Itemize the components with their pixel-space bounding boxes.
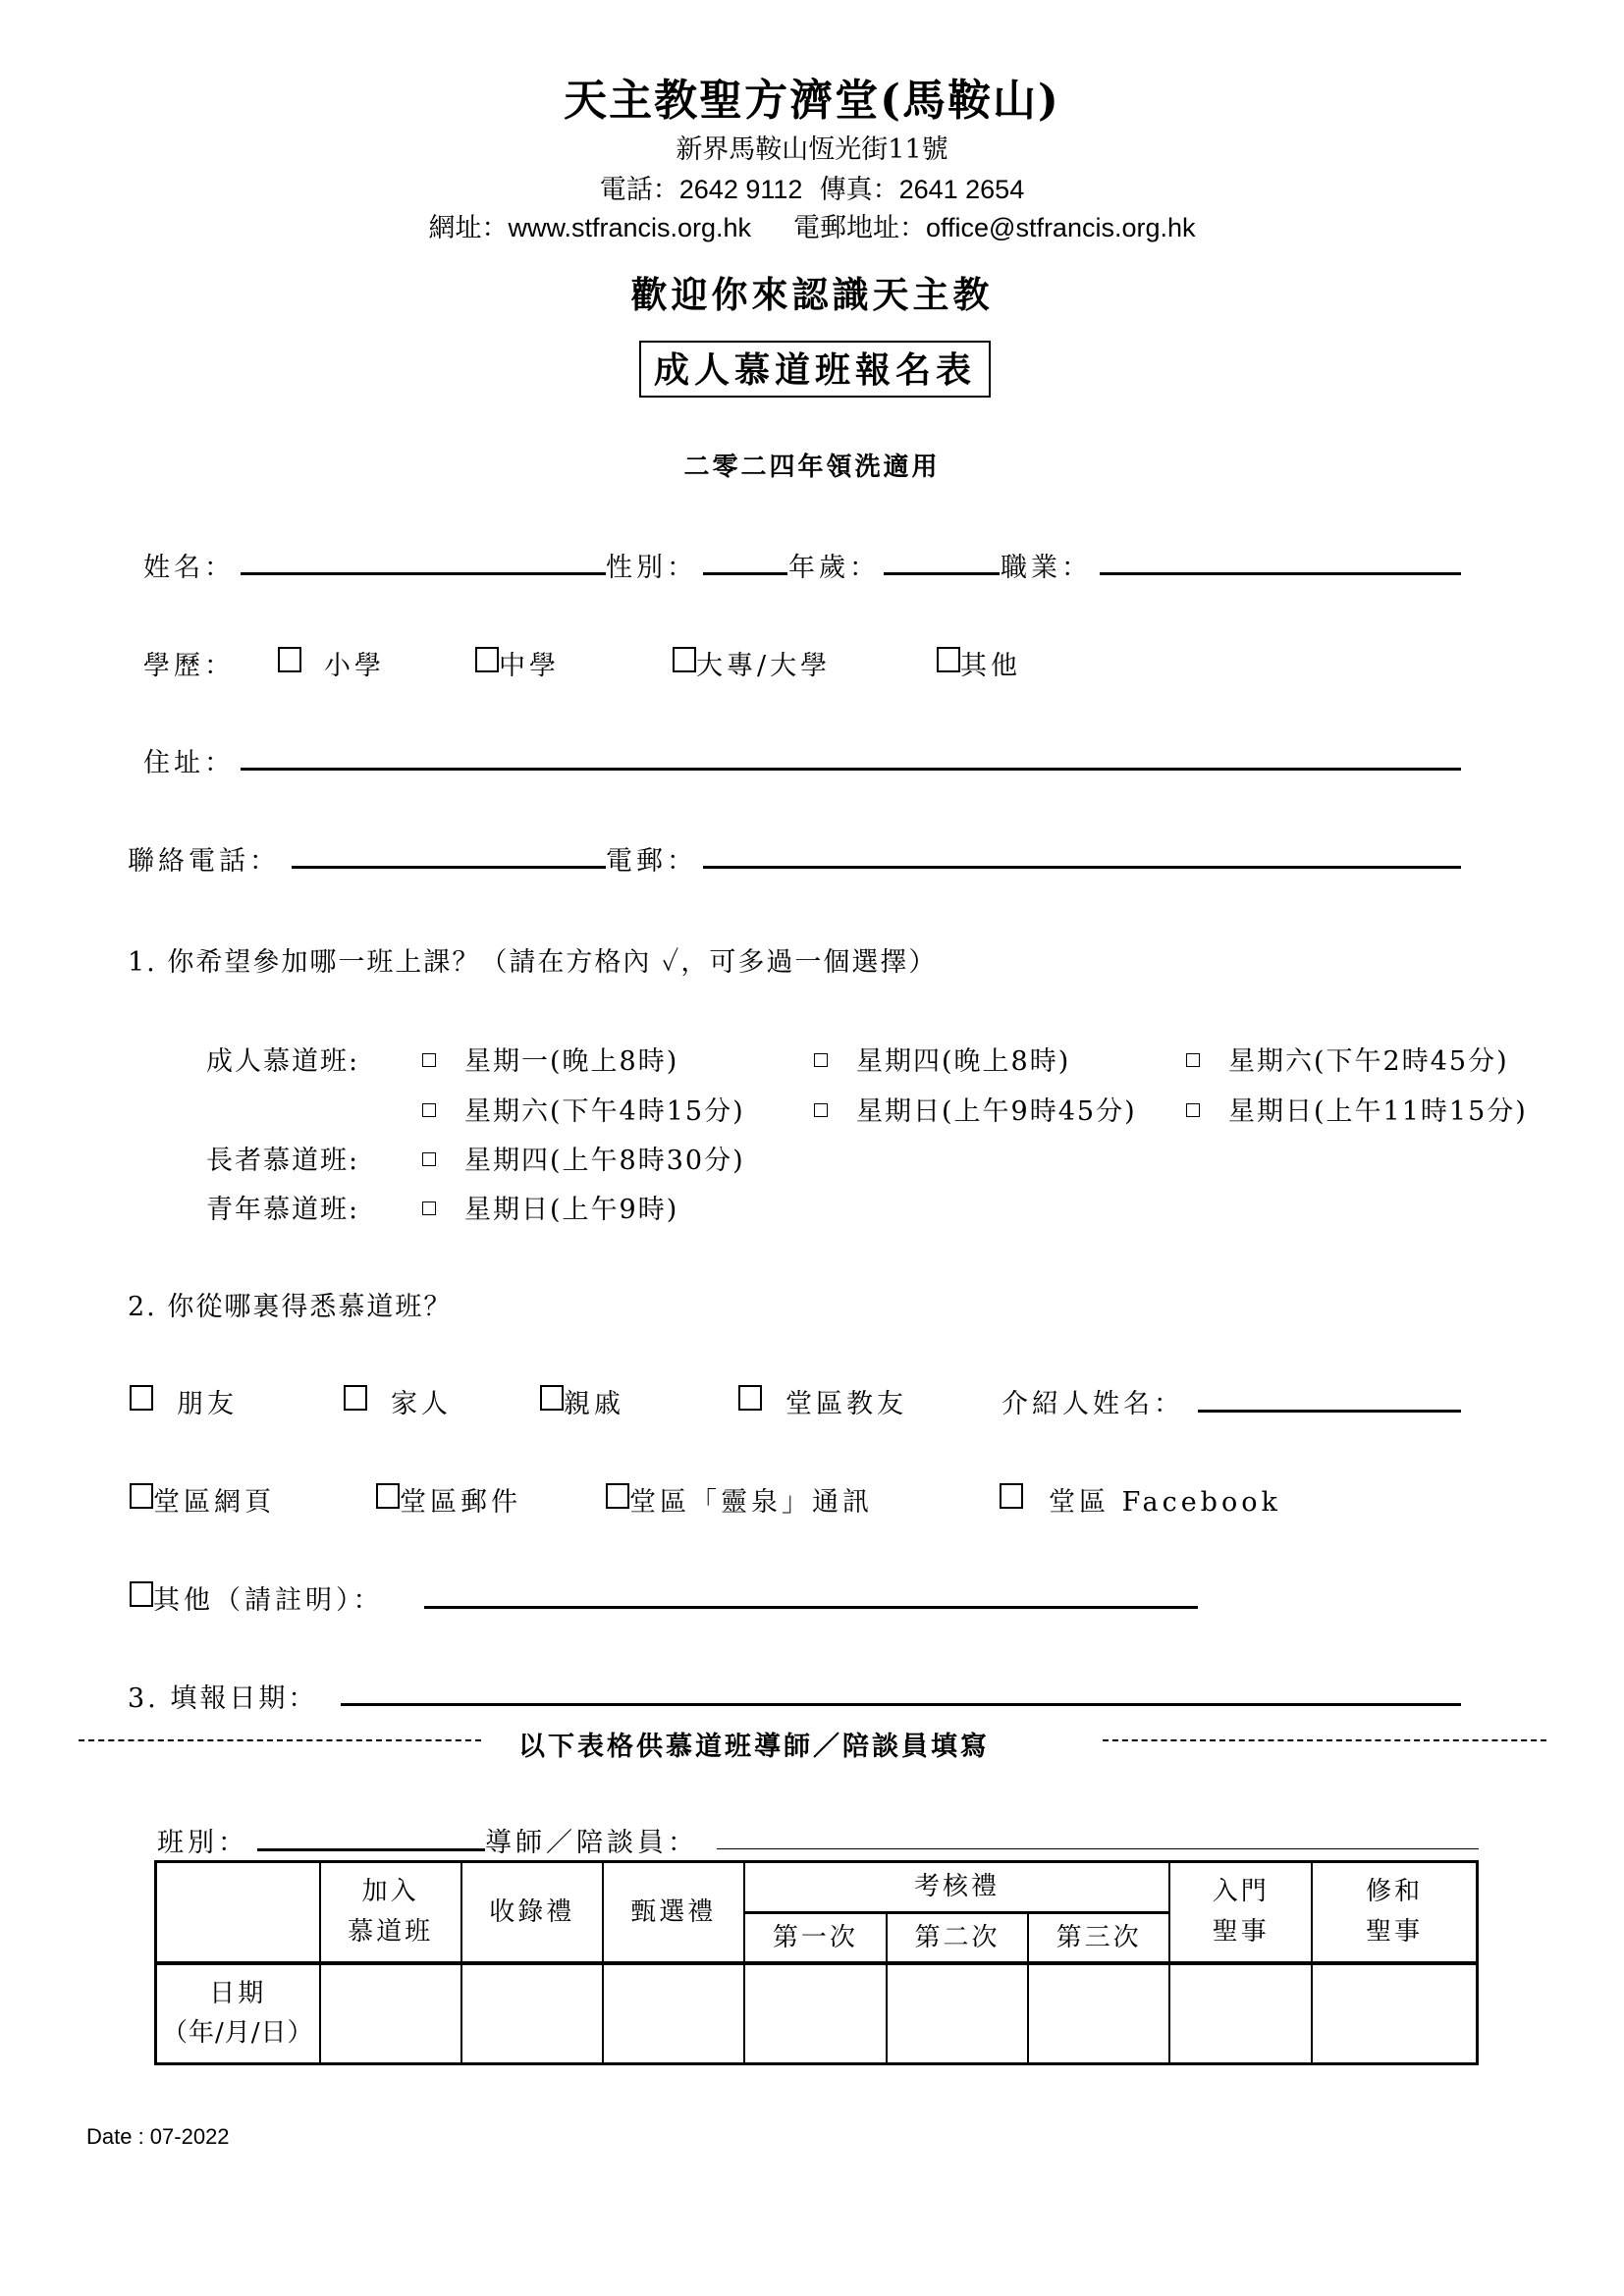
header-scrutiny-2: 第二次: [887, 1913, 1028, 1963]
q1-elderly-thu-checkbox[interactable]: [422, 1152, 436, 1166]
q1-question: 1. 你希望參加哪一班上課？（請在方格內 ✓，可多過一個選擇）: [128, 947, 938, 978]
q1-adult-sun-945-checkbox[interactable]: [814, 1103, 828, 1117]
date-cell-scrutiny-3[interactable]: [1028, 1963, 1169, 2064]
form-subtitle: 二零二四年領洗適用: [683, 453, 941, 482]
q2-website-label: 堂區網頁: [153, 1487, 275, 1518]
header-join-l1: 加入: [361, 1877, 419, 1907]
gender-label: 性別：: [606, 553, 697, 583]
q2-parishioner-label: 堂區教友: [785, 1389, 907, 1419]
website-label: 網址：: [428, 213, 509, 243]
date-cell-join[interactable]: [320, 1963, 461, 2064]
q1-adult-class-label: 成人慕道班:: [206, 1046, 360, 1077]
q2-parish-mail-label: 堂區郵件: [400, 1487, 521, 1518]
q2-other-label: 其他（請註明）：: [153, 1585, 384, 1616]
q3-label: 3. 填報日期：: [128, 1683, 318, 1714]
email-link[interactable]: office@stfrancis.org.hk: [925, 213, 1196, 242]
education-tertiary-label: 大專/大學: [696, 651, 832, 681]
staff-record-table: [154, 1860, 1479, 2065]
q2-referrer-field[interactable]: [1198, 1410, 1461, 1413]
website-link[interactable]: www.stfrancis.org.hk: [508, 213, 752, 242]
divider-right: [1103, 1739, 1546, 1741]
row-label-l2: （年/月/日）: [162, 2018, 314, 2049]
gender-field[interactable]: [703, 572, 787, 575]
q2-parishioner-checkbox[interactable]: [738, 1385, 762, 1411]
phone-number: 2642 9112: [678, 175, 803, 204]
q1-adult-sat-415-checkbox[interactable]: [422, 1103, 436, 1117]
fax-number: 2641 2654: [898, 175, 1025, 204]
footer-date: Date : 07-2022: [86, 2124, 230, 2149]
q1-adult-sun-1115-label: 星期日(上午11時15分): [1228, 1096, 1528, 1127]
q1-youth-sun-checkbox[interactable]: [422, 1201, 436, 1215]
q1-adult-mon-label: 星期一(晚上8時): [464, 1046, 679, 1077]
education-other-checkbox[interactable]: [937, 647, 960, 672]
church-address: 新界馬鞍山恆光街11號: [676, 134, 948, 165]
header-join-l2: 慕道班: [348, 1916, 434, 1947]
header-scrutiny-3: 第三次: [1028, 1913, 1169, 1963]
education-primary-checkbox[interactable]: [278, 647, 301, 672]
header-initiation-l1: 入門: [1212, 1877, 1270, 1907]
web-email-line: [0, 206, 1624, 244]
phone-label: 電話：: [599, 175, 679, 205]
staff-section-heading: 以下表格供慕道班導師／陪談員填寫: [518, 1732, 990, 1762]
occupation-label: 職業：: [1001, 553, 1092, 583]
date-cell-scrutiny-2[interactable]: [887, 1963, 1028, 2064]
welcome-heading: 歡迎你來認識天主教: [630, 273, 994, 316]
education-tertiary-checkbox[interactable]: [673, 647, 696, 672]
q1-adult-sun-1115-checkbox[interactable]: [1186, 1103, 1200, 1117]
q1-adult-mon-checkbox[interactable]: [422, 1053, 436, 1067]
church-name: 天主教聖方濟堂(馬鞍山): [564, 76, 1060, 126]
q2-family-label: 家人: [391, 1389, 452, 1419]
q2-facebook-label: 堂區 Facebook: [1049, 1487, 1281, 1518]
q2-newsletter-checkbox[interactable]: [606, 1483, 629, 1509]
q2-newsletter-label: 堂區「靈泉」通訊: [629, 1487, 873, 1518]
class-field[interactable]: [257, 1848, 485, 1851]
header-scrutiny-1: 第一次: [744, 1913, 887, 1963]
q1-youth-sun-label: 星期日(上午9時): [464, 1195, 679, 1225]
tutor-field[interactable]: [717, 1848, 1479, 1849]
header-join-class: [320, 1862, 461, 1963]
date-cell-admission[interactable]: [461, 1963, 603, 2064]
education-secondary-label: 中學: [499, 651, 560, 681]
date-cell-initiation[interactable]: [1169, 1963, 1312, 2064]
divider-left: [79, 1739, 481, 1741]
q1-adult-sat-245-label: 星期六(下午2時45分): [1228, 1046, 1509, 1077]
header-reconciliation-l1: 修和: [1366, 1877, 1424, 1907]
q2-family-checkbox[interactable]: [344, 1385, 367, 1411]
contact-email-field[interactable]: [703, 866, 1461, 869]
q2-other-field[interactable]: [424, 1606, 1198, 1609]
row-label-l1: 日期: [209, 1978, 267, 2008]
q2-friend-label: 朋友: [177, 1389, 238, 1419]
q2-website-checkbox[interactable]: [130, 1483, 153, 1509]
tutor-label: 導師／陪談員：: [485, 1828, 698, 1858]
q2-referrer-label: 介紹人姓名：: [1001, 1389, 1184, 1419]
q2-relative-label: 親戚: [564, 1389, 624, 1419]
education-label: 學歷：: [143, 651, 235, 681]
email-label: 電郵地址：: [792, 213, 926, 243]
q2-other-checkbox[interactable]: [130, 1581, 153, 1607]
address-label: 住址：: [143, 748, 235, 778]
contact-phone-label: 聯絡電話：: [128, 846, 280, 877]
name-field[interactable]: [241, 572, 606, 575]
class-label: 班別：: [157, 1828, 248, 1858]
row-label-date: [156, 1963, 320, 2064]
age-label: 年歲：: [788, 553, 880, 583]
education-primary-label: 小學: [324, 651, 385, 681]
q2-relative-checkbox[interactable]: [540, 1385, 564, 1411]
q2-question: 2. 你從哪裏得悉慕道班？: [128, 1292, 453, 1322]
date-cell-election[interactable]: [603, 1963, 744, 2064]
header-election-rite: 甄選禮: [603, 1862, 744, 1963]
table-row: [156, 1963, 1478, 2064]
q1-elderly-thu-label: 星期四(上午8時30分): [464, 1146, 745, 1176]
q1-youth-class-label: 青年慕道班:: [206, 1195, 360, 1225]
form-title: 成人慕道班報名表: [639, 341, 991, 398]
q1-adult-thu-checkbox[interactable]: [814, 1053, 828, 1067]
q3-date-field[interactable]: [341, 1703, 1461, 1706]
date-cell-scrutiny-1[interactable]: [744, 1963, 887, 2064]
contact-line: [0, 168, 1624, 206]
date-cell-reconciliation[interactable]: [1312, 1963, 1477, 2064]
contact-phone-field[interactable]: [292, 866, 606, 869]
q2-facebook-checkbox[interactable]: [1000, 1483, 1023, 1509]
table-corner-cell: [156, 1862, 320, 1963]
header-initiation-sacraments: [1169, 1862, 1312, 1963]
q1-adult-thu-label: 星期四(晚上8時): [856, 1046, 1071, 1077]
q1-elderly-class-label: 長者慕道班:: [206, 1146, 360, 1176]
q1-adult-sun-945-label: 星期日(上午9時45分): [856, 1096, 1137, 1127]
education-secondary-checkbox[interactable]: [475, 647, 499, 672]
occupation-field[interactable]: [1100, 572, 1461, 575]
header-reconciliation: [1312, 1862, 1477, 1963]
education-other-label: 其他: [960, 651, 1021, 681]
q1-adult-sat-415-label: 星期六(下午4時15分): [464, 1096, 745, 1127]
header-reconciliation-l2: 聖事: [1366, 1916, 1424, 1947]
q2-parish-mail-checkbox[interactable]: [376, 1483, 400, 1509]
fax-label: 傳真：: [819, 175, 899, 205]
header-initiation-l2: 聖事: [1212, 1916, 1270, 1947]
header-admission-rite: 收錄禮: [461, 1862, 603, 1963]
q2-friend-checkbox[interactable]: [130, 1385, 153, 1411]
age-field[interactable]: [884, 572, 1000, 575]
contact-email-label: 電郵：: [606, 846, 697, 877]
address-field[interactable]: [241, 768, 1461, 771]
q1-adult-sat-245-checkbox[interactable]: [1186, 1053, 1200, 1067]
header-scrutiny: 考核禮: [744, 1862, 1169, 1913]
name-label: 姓名：: [143, 553, 235, 583]
